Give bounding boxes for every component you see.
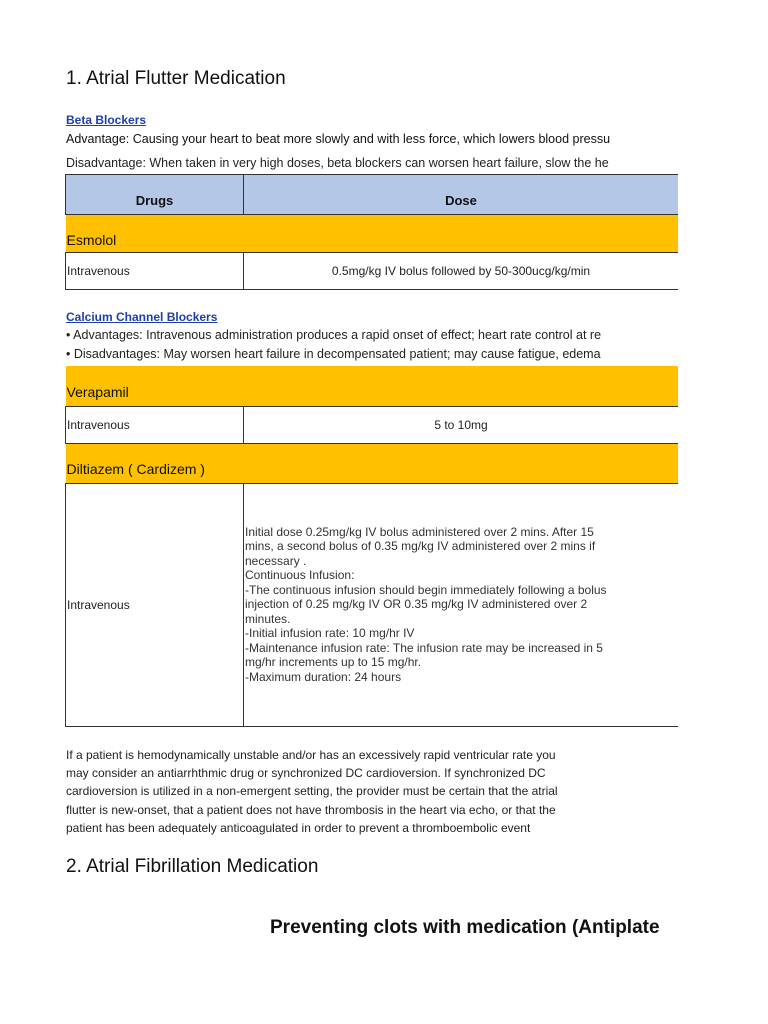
ccb-advantages: • Advantages: Intravenous administration produces a rapid onset of effect; heart rate control at re [66, 328, 602, 342]
dose-cell: 5 to 10mg [244, 406, 679, 443]
dose-cell: 0.5mg/kg IV bolus followed by 50-300ucg/kg/min [244, 253, 679, 290]
table-row [66, 483, 679, 726]
cardioversion-note: If a patient is hemodynamically unstable and/or has an excessively rapid ventricular rate you may consider an antiarrhthmic drug or synchronized DC cardioversion. If synchronized DC cardioversion is utilized in a non-emergent setting, the provider must be certain that the atrial flutter is new-onset, that a patient does not have thrombosis in the heart via echo, or that the patient has been adequately anticoagulated in order to prevent a thromboembolic event [66, 748, 558, 835]
section-2-title: 2. Atrial Fibrillation Medication [66, 856, 319, 877]
table-row [66, 253, 679, 290]
beta-blockers-table [65, 174, 678, 290]
section-1-title: 1. Atrial Flutter Medication [66, 68, 286, 89]
table-header-row [66, 175, 679, 215]
drugs-column-header: Drugs [66, 175, 244, 215]
beta-blockers-link[interactable]: Beta Blockers [66, 113, 147, 127]
beta-blockers-disadvantage: Disadvantage: When taken in very high doses, beta blockers can worsen heart failure, slow the he [66, 156, 609, 170]
beta-blockers-advantage: Advantage: Causing your heart to beat more slowly and with less force, which lowers blood pressu [66, 132, 611, 146]
dose-cell: Initial dose 0.25mg/kg IV bolus administered over 2 mins. After 15 mins, a second bolus of 0.35 mg/kg IV administered over 2 mins if necessary . Continuous Infusion: -The continuous infusion should begin immediately following a bolus injection of 0.25 mg/kg IV OR 0.35 mg/kg IV administered over 2 minutes. -Initial infusion rate: 10 mg/hr IV -Maintenance infusion rate: The infusion rate may be increased in 5 mg/hr increments up to 15 mg/hr. -Maximum duration: 24 hours [244, 483, 679, 726]
route-cell: Intravenous [66, 253, 244, 290]
drug-name-verapamil: Verapamil [66, 366, 679, 406]
drug-name-row [66, 366, 679, 406]
calcium-channel-blockers-table [65, 366, 678, 727]
table-row [66, 406, 679, 443]
drug-name-row [66, 215, 679, 253]
calcium-channel-blockers-link[interactable]: Calcium Channel Blockers [66, 310, 218, 324]
drug-name-row [66, 443, 679, 483]
route-cell: Intravenous [66, 406, 244, 443]
section-2-subtitle: Preventing clots with medication (Antiplate [270, 917, 660, 938]
drug-name-diltiazem: Diltiazem ( Cardizem ) [66, 443, 679, 483]
dose-column-header: Dose [244, 175, 679, 215]
route-cell: Intravenous [66, 483, 244, 726]
ccb-disadvantages: • Disadvantages: May worsen heart failure in decompensated patient; may cause fatigue, edema [66, 347, 601, 361]
drug-name-esmolol: Esmolol [66, 215, 679, 253]
